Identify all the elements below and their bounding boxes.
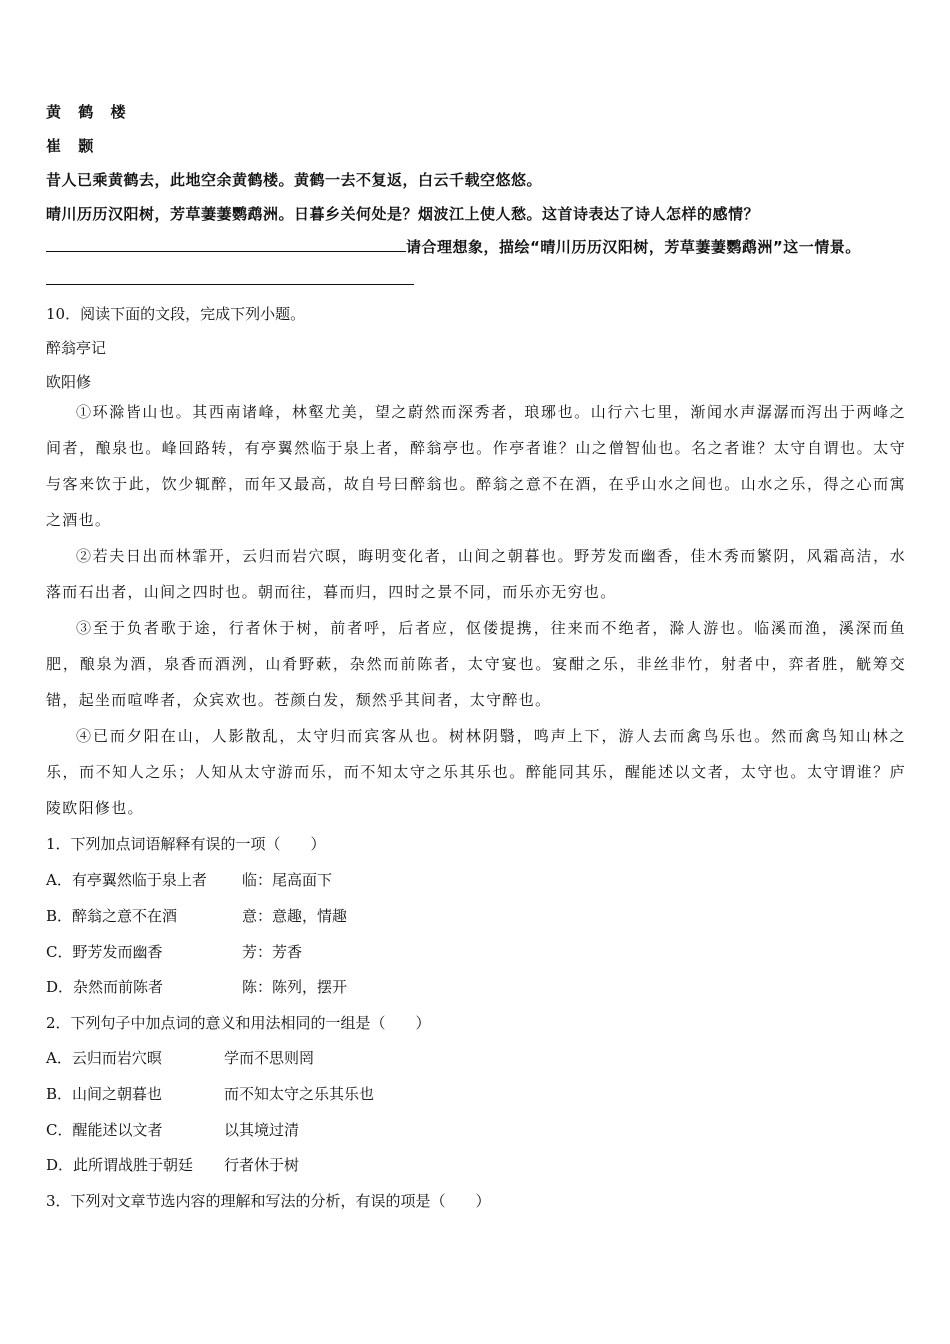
q1-option-c: C．野芳发而幽香: [46, 943, 163, 961]
poem-line-1: 昔人已乘黄鹤去，此地空余黄鹤楼。黄鹤一去不复返，白云千载空悠悠。: [46, 171, 543, 189]
section-author: 欧阳修: [46, 373, 92, 391]
q1-option-a: A．有亭翼然临于泉上者: [46, 871, 207, 889]
q2-option-a: A．云归而岩穴暝: [46, 1049, 162, 1067]
poem-prompt: 请合理想象，描绘“晴川历历汉阳树，芳草萋萋鹦鹉洲”这一情景。: [406, 238, 861, 256]
q1-option-b-expl: 意：意趣，情趣: [242, 907, 348, 925]
paragraph-3: ③至于负者歌于途，行者休于树，前者呼，后者应，伛偻提携，往来而不绝者，滁人游也。临溪而渔，溪深而鱼肥，酿泉为酒，泉香而酒洌，山肴野蔌，杂然而前陈者，太守宴也。宴酣之乐，非丝非竹，射者中，弈者胜，觥筹交错，起坐而喧哗者，众宾欢也。苍颜白发，颓然乎其间者，太守醉也。: [46, 619, 906, 709]
q2-option-c-expl: 以其境过清: [224, 1121, 300, 1139]
q2-option-b-expl: 而不知太守之乐其乐也: [224, 1085, 375, 1103]
q1-option-b: B．醉翁之意不在酒: [46, 907, 178, 925]
q2-option-d: D．此所谓战胜于朝廷: [46, 1156, 194, 1174]
q2-stem: 2．下列句子中加点词的意义和用法相同的一组是（ ）: [46, 1014, 431, 1032]
paragraph-4: ④已而夕阳在山，人影散乱，太守归而宾客从也。树林阴翳，鸣声上下，游人去而禽鸟乐也。然而禽鸟知山林之乐，而不知人之乐；人知从太守游而乐，而不知太守之乐其乐也。醉能同其乐，醒能述以文者，太守也。太守谓谁？庐陵欧阳修也。: [46, 727, 906, 817]
q1-option-d: D．杂然而前陈者: [46, 978, 164, 996]
q1-option-d-expl: 陈：陈列，摆开: [242, 978, 348, 996]
q2-option-a-expl: 学而不思则罔: [224, 1049, 315, 1067]
section-heading: 10．阅读下面的文段，完成下列小题。: [46, 305, 306, 323]
paragraph-2: ②若夫日出而林霏开，云归而岩穴暝，晦明变化者，山间之朝暮也。野芳发而幽香，佳木秀而繁阴，风霜高洁，水落而石出者，山间之四时也。朝而往，暮而归，四时之景不同，而乐亦无穷也。: [46, 547, 906, 601]
q2-option-d-expl: 行者休于树: [224, 1156, 300, 1174]
section-title: 醉翁亭记: [46, 339, 107, 357]
answer-blank[interactable]: [46, 236, 406, 252]
q1-stem: 1．下列加点词语解释有误的一项（ ）: [46, 835, 326, 853]
q1-option-c-expl: 芳：芳香: [242, 943, 303, 961]
q2-option-c: C．醒能述以文者: [46, 1121, 163, 1139]
q3-stem: 3．下列对文章节选内容的理解和写法的分析，有误的项是（ ）: [46, 1192, 491, 1210]
poem-title: 黄 鹤 楼: [46, 103, 132, 121]
q2-option-b: B．山间之朝暮也: [46, 1085, 163, 1103]
poem-line-3: [46, 236, 861, 257]
paragraph-1: ①环滁皆山也。其西南诸峰，林壑尤美，望之蔚然而深秀者，琅琊也。山行六七里，渐闻水声潺潺而泻出于两峰之间者，酿泉也。峰回路转，有亭翼然临于泉上者，醉翁亭也。作亭者谁？山之僧智仙也。名之者谁？太守自谓也。太守与客来饮于此，饮少辄醉，而年又最高，故自号曰醉翁也。醉翁之意不在酒，在乎山水之间也。山水之乐，得之心而寓之酒也。: [46, 403, 906, 529]
q1-option-a-expl: 临：尾高面下: [242, 871, 333, 889]
answer-blank-line[interactable]: [46, 284, 414, 285]
poem-line-2: 晴川历历汉阳树，芳草萋萋鹦鹉洲。日暮乡关何处是？烟波江上使人愁。这首诗表达了诗人怎样的感情？: [46, 205, 760, 223]
poem-author: 崔 颢: [46, 137, 100, 155]
